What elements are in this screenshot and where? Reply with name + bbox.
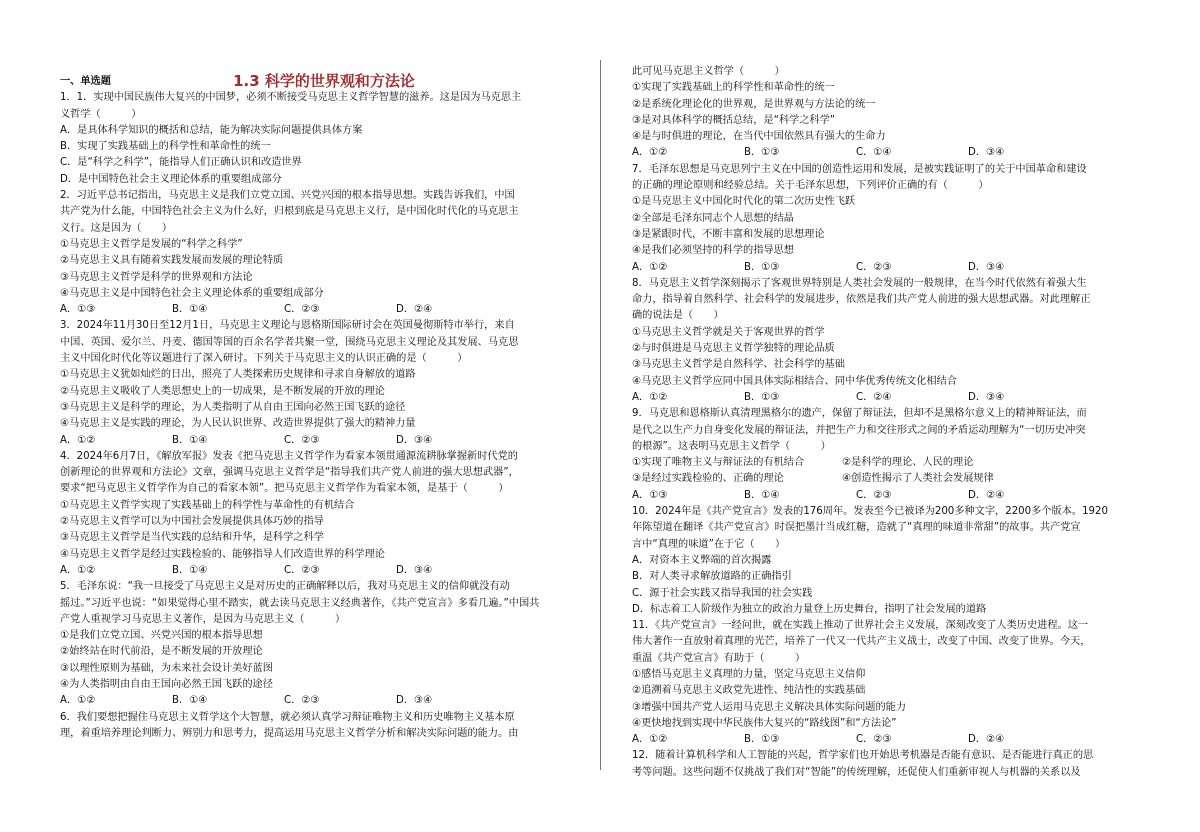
answer-choice: D．③④ <box>968 147 1005 159</box>
question-option: ②是科学的理论、人民的理论 <box>842 457 974 469</box>
question-stem: 2．习近平总书记指出，马克思主义是我们立党立国、兴党兴国的根本指导思想。实践告诉我们，中国 <box>60 190 515 202</box>
question-block <box>632 162 1142 276</box>
question-option: ②始终站在时代前沿，是不断发展的开放理论 <box>60 646 263 658</box>
question-stem: 6．我们要想把握住马克思主义哲学这个大智慧，就必须认真学习辩证唯物主义和历史唯物主义基本原 <box>60 711 515 723</box>
answer-choice: C．②③ <box>284 564 320 576</box>
answer-choice: D．③④ <box>968 391 1005 403</box>
question-stem: 的正确的理论原则和经验总结。关于毛泽东思想，下列评价正确的有（ ） <box>632 180 989 192</box>
question-stem: 12．随着计算机科学和人工智能的兴起，哲学家们也开始思考机器是否能有意识、是否能进行真正的思 <box>632 750 1094 762</box>
answer-options <box>632 260 1142 276</box>
statement-row <box>632 455 1142 471</box>
question-option: ②马克思主义哲学可以为中国社会发展提供具体巧妙的指导 <box>60 516 324 528</box>
question-option: ①实现了实践基础上的科学性和革命性的统一 <box>632 82 835 94</box>
question-option: ③是对具体科学的概括总结，是“科学之科学” <box>632 114 836 126</box>
question-stem: 4．2024年6月7日，《解放军报》发表《把马克思主义哲学作为看家本领贯通源流耕脉掌握新时代党的 <box>60 450 518 462</box>
answer-choice: C．②③ <box>856 261 892 273</box>
question-option: ③马克思主义哲学是自然科学、社会科学的基础 <box>632 359 845 371</box>
answer-choice: B．①④ <box>172 564 208 576</box>
question-option: B．对人类寻求解放道路的正确指引 <box>632 571 792 583</box>
question-stem: 1．1．实现中国民族伟大复兴的中国梦，必须不断接受马克思主义哲学智慧的滋养。这是因为马克思主 <box>60 92 522 104</box>
question-stem: 10．2024年是《共产党宣言》发表的176周年。发表至今已被译为200多种文字，2200多个版本。1920 <box>632 506 1109 518</box>
question-stem: 义行。这是因为（ ） <box>60 222 173 234</box>
question-stem: 摇过。”习近平也说：“如果觉得心里不踏实，就去读马克思主义经典著作，《共产党宣言》多看几遍。”中国共 <box>60 597 540 609</box>
question-stem: 7．毛泽东思想是马克思列宁主义在中国的创造性运用和发展，是被实践证明了的关于中国革命和建设 <box>632 163 1087 175</box>
question-option: C．是“科学之科学”，能指导人们正确认识和改造世界 <box>60 157 302 169</box>
answer-choice: A．①③ <box>632 489 668 501</box>
answer-choice: B．①④ <box>172 434 208 446</box>
answer-choice: C．①④ <box>856 147 892 159</box>
question-stem: 言中“真理的味道”在于它（ ） <box>632 538 786 550</box>
answer-choice: D．③④ <box>396 434 433 446</box>
question-option: ②马克思主义吸收了人类思想史上的一切成果，是不断发展的开放的理论 <box>60 385 385 397</box>
question-stem: 产党人重视学习马克思主义著作，是因为马克思主义（ ） <box>60 613 346 625</box>
answer-choice: C．②③ <box>856 489 892 501</box>
question-block <box>632 618 1142 748</box>
question-option: ②全部是毛泽东同志个人思想的结晶 <box>632 212 794 224</box>
question-option: ②追溯着马克思主义政党先进性、纯洁性的实践基础 <box>632 685 866 697</box>
question-stem: 共产党为什么能，中国特色社会主义为什么好，归根到底是马克思主义行，是中国化时代化的马克思主 <box>60 206 519 218</box>
answer-choice: C．②③ <box>284 434 320 446</box>
column-divider <box>600 60 601 770</box>
answer-choice: D．②④ <box>396 304 433 316</box>
answer-choice: A．①② <box>632 261 668 273</box>
question-stem: 考等问题。这些问题不仅挑战了我们对“智能”的传统理解，还促使人们重新审视人与机器的关系以及 <box>632 766 1081 778</box>
question-option: ③马克思主义是科学的理论，为人类指明了从自由王国向必然王国飞跃的途径 <box>60 401 406 413</box>
question-option: ①实现了唯物主义与辩证法的有机结合 <box>632 457 805 469</box>
answer-choice: A．①② <box>632 734 668 746</box>
question-option: ②是系统化理论化的世界观，是世界观与方法论的统一 <box>632 98 876 110</box>
question-stem: 确的说法是（ ） <box>632 310 724 322</box>
answer-choice: B．①④ <box>172 304 208 316</box>
question-option: ③增强中国共产党人运用马克思主义解决具体实际问题的能力 <box>632 701 907 713</box>
question-option: D．是中国特色社会主义理论体系的重要组成部分 <box>60 173 282 185</box>
answer-choice: C．②④ <box>856 391 892 403</box>
question-block <box>632 406 1142 504</box>
question-option: A．是具体科学知识的概括和总结，能为解决实际问题提供具体方案 <box>60 124 363 136</box>
question-stem: 重温《共产党宣言》有助于（ ） <box>632 652 806 664</box>
question-option: B．实现了实践基础上的科学性和革命性的统一 <box>60 141 271 153</box>
answer-choice: A．①③ <box>60 304 96 316</box>
answer-choice: D．③④ <box>396 564 433 576</box>
question-option: ③马克思主义哲学是科学的世界观和方法论 <box>60 271 253 283</box>
question-stem: 命力，指导着自然科学、社会科学的发展进步，依然是我们共产党人前进的强大思想武器。对此理解正 <box>632 294 1091 306</box>
question-stem: 9．马克思和恩格斯认真清理黑格尔的遗产，保留了辩证法，但却不是黑格尔意义上的精神辩证法，而 <box>632 408 1087 420</box>
question-option: ③是紧跟时代，不断丰富和发展的思想理论 <box>632 228 825 240</box>
answer-options <box>60 433 588 449</box>
question-block <box>60 90 588 188</box>
question-option: ③是经过实践检验的、正确的理论 <box>632 473 784 485</box>
answer-options <box>632 390 1142 406</box>
question-stem: 创新理论的世界观和方法论》文章，强调马克思主义哲学是“指导我们共产党人前进的强大思想武器”， <box>60 467 519 479</box>
question-stem: 伟大著作一直放射着真理的光芒，培养了一代又一代共产主义战士，改变了中国、改变了世界。今天， <box>632 636 1091 648</box>
section-heading: 一、单选题 <box>60 76 111 87</box>
answer-choice: D．③④ <box>968 261 1005 273</box>
question-option: ①感悟马克思主义真理的力量，坚定马克思主义信仰 <box>632 668 866 680</box>
answer-choice: A．①② <box>60 564 96 576</box>
question-option: ①马克思主义哲学就是关于客观世界的哲学 <box>632 326 825 338</box>
answer-choice: C．②③ <box>856 734 892 746</box>
answer-options <box>632 732 1142 748</box>
question-option: ④更快地找到实现中华民族伟大复兴的“路线图”和“方法论” <box>632 717 897 729</box>
answer-choice: C．②③ <box>284 304 320 316</box>
question-option: ③马克思主义哲学是当代实践的总结和升华，是科学之科学 <box>60 532 324 544</box>
question-option: ②马克思主义具有随着实践发展而发展的理论特质 <box>60 255 284 267</box>
answer-choice: B．①③ <box>744 261 780 273</box>
question-stem: 11．《共产党宣言》一经问世，就在实践上推动了世界社会主义发展，深刻改变了人类历史进程。这一 <box>632 620 1089 632</box>
question-stem: 是代之以生产力自身变化发展的辩证法，并把生产力和交往形式之间的矛盾运动理解为“一切历史冲突 <box>632 424 1086 436</box>
question-block <box>60 318 588 448</box>
question-stem: 中国、英国、爱尔兰、丹麦、德国等国的百余名学者共聚一堂，围绕马克思主义理论及其发展、马克思 <box>60 336 519 348</box>
question-option: A．对资本主义弊端的首次揭露 <box>632 554 772 566</box>
question-block <box>632 748 1142 781</box>
question-block <box>60 449 588 579</box>
question-option: ④是与时俱进的理论，在当代中国依然具有强大的生命力 <box>632 131 886 143</box>
question-stem: 主义中国化时代化等议题进行了深入研讨。下列关于马克思主义的认识正确的是（ ） <box>60 353 468 365</box>
question-option: ①马克思主义哲学实现了实践基础上的科学性与革命性的有机结合 <box>60 499 355 511</box>
answer-options <box>632 488 1142 504</box>
question-option: C．源于社会实践又指导我国的社会实践 <box>632 587 813 599</box>
question-block <box>632 504 1142 618</box>
answer-choice: C．②③ <box>284 695 320 707</box>
answer-choice: B．①③ <box>744 147 780 159</box>
question-option: ①马克思主义犹如灿烂的日出，照亮了人类探索历史规律和寻求自身解放的道路 <box>60 369 416 381</box>
answer-choice: A．①② <box>632 391 668 403</box>
question-block <box>60 710 588 743</box>
question-option: ③以理性原则为基础，为未来社会设计美好蓝图 <box>60 662 273 674</box>
question-stem: 的根源”。这表明马克思主义哲学（ ） <box>632 440 831 452</box>
left-column <box>60 74 588 742</box>
answer-choice: A．①② <box>60 695 96 707</box>
answer-options <box>60 563 588 579</box>
answer-choice: D．③④ <box>396 695 433 707</box>
question-option: ①马克思主义哲学是发展的“科学之科学” <box>60 238 243 250</box>
answer-options <box>60 693 588 709</box>
answer-choice: B．①③ <box>744 391 780 403</box>
question-option: ④马克思主义是实践的理论，为人民认识世界、改造世界提供了强大的精神力量 <box>60 418 416 430</box>
question-option: ②与时俱进是马克思主义哲学独特的理论品质 <box>632 343 835 355</box>
question-block <box>60 188 588 318</box>
question-stem: 5．毛泽东说：“我一旦接受了马克思主义是对历史的正确解释以后，我对马克思主义的信仰就没有动 <box>60 581 510 593</box>
question-block <box>60 579 588 709</box>
answer-options <box>632 145 1142 161</box>
right-column <box>632 64 1142 781</box>
question-block <box>632 64 1142 162</box>
answer-choice: B．①③ <box>744 734 780 746</box>
question-stem: 要求“把马克思主义哲学作为自己的看家本领”。把马克思主义哲学作为看家本领，是基于（ ） <box>60 483 509 495</box>
answer-choice: A．①② <box>632 147 668 159</box>
document-title: 1.3 科学的世界观和方法论 <box>233 72 415 90</box>
answer-choice: A．①② <box>60 434 96 446</box>
question-stem: 年陈望道在翻译《共产党宣言》时误把墨汁当成红糖，造就了“真理的味道非常甜”的故事。共产党宣 <box>632 522 1081 534</box>
answer-choice: B．①④ <box>172 695 208 707</box>
question-option: ④马克思主义是中国特色社会主义理论体系的重要组成部分 <box>60 287 324 299</box>
question-option: D．标志着工人阶级作为独立的政治力量登上历史舞台，指明了社会发展的道路 <box>632 603 987 615</box>
question-stem: 义哲学（ ） <box>60 108 142 120</box>
question-option: ④为人类指明由自由王国向必然王国飞跃的途径 <box>60 678 273 690</box>
question-option: ④马克思主义哲学是经过实践检验的、能够指导人们改造世界的科学理论 <box>60 548 385 560</box>
question-stem: 3．2024年11月30日至12月1日，马克思主义理论与恩格斯国际研讨会在英国曼彻斯特市举行，来自 <box>60 320 515 332</box>
question-stem: 8．马克思主义哲学深刻揭示了客观世界特别是人类社会发展的一般规律，在当今时代依然有着强大生 <box>632 277 1087 289</box>
question-stem: 此可见马克思主义哲学（ ） <box>632 66 785 77</box>
answer-options <box>60 302 588 318</box>
statement-row <box>632 471 1142 487</box>
answer-choice: D．②④ <box>968 734 1005 746</box>
question-option: ①是马克思主义中国化时代化的第二次历史性飞跃 <box>632 196 856 208</box>
question-stem: 理，着重培养理论判断力、辨别力和思考力，提高运用马克思主义哲学分析和解决实际问题的能力。由 <box>60 727 519 739</box>
question-option: ④马克思主义哲学应同中国具体实际相结合、同中华优秀传统文化相结合 <box>632 375 957 387</box>
answer-choice: D．②④ <box>968 489 1005 501</box>
answer-choice: B．①④ <box>744 489 780 501</box>
question-option: ①是我们立党立国、兴党兴国的根本指导思想 <box>60 630 263 642</box>
question-option: ④是我们必须坚持的科学的指导思想 <box>632 245 794 257</box>
question-option: ④创造性揭示了人类社会发展规律 <box>842 473 994 485</box>
question-block <box>632 276 1142 406</box>
